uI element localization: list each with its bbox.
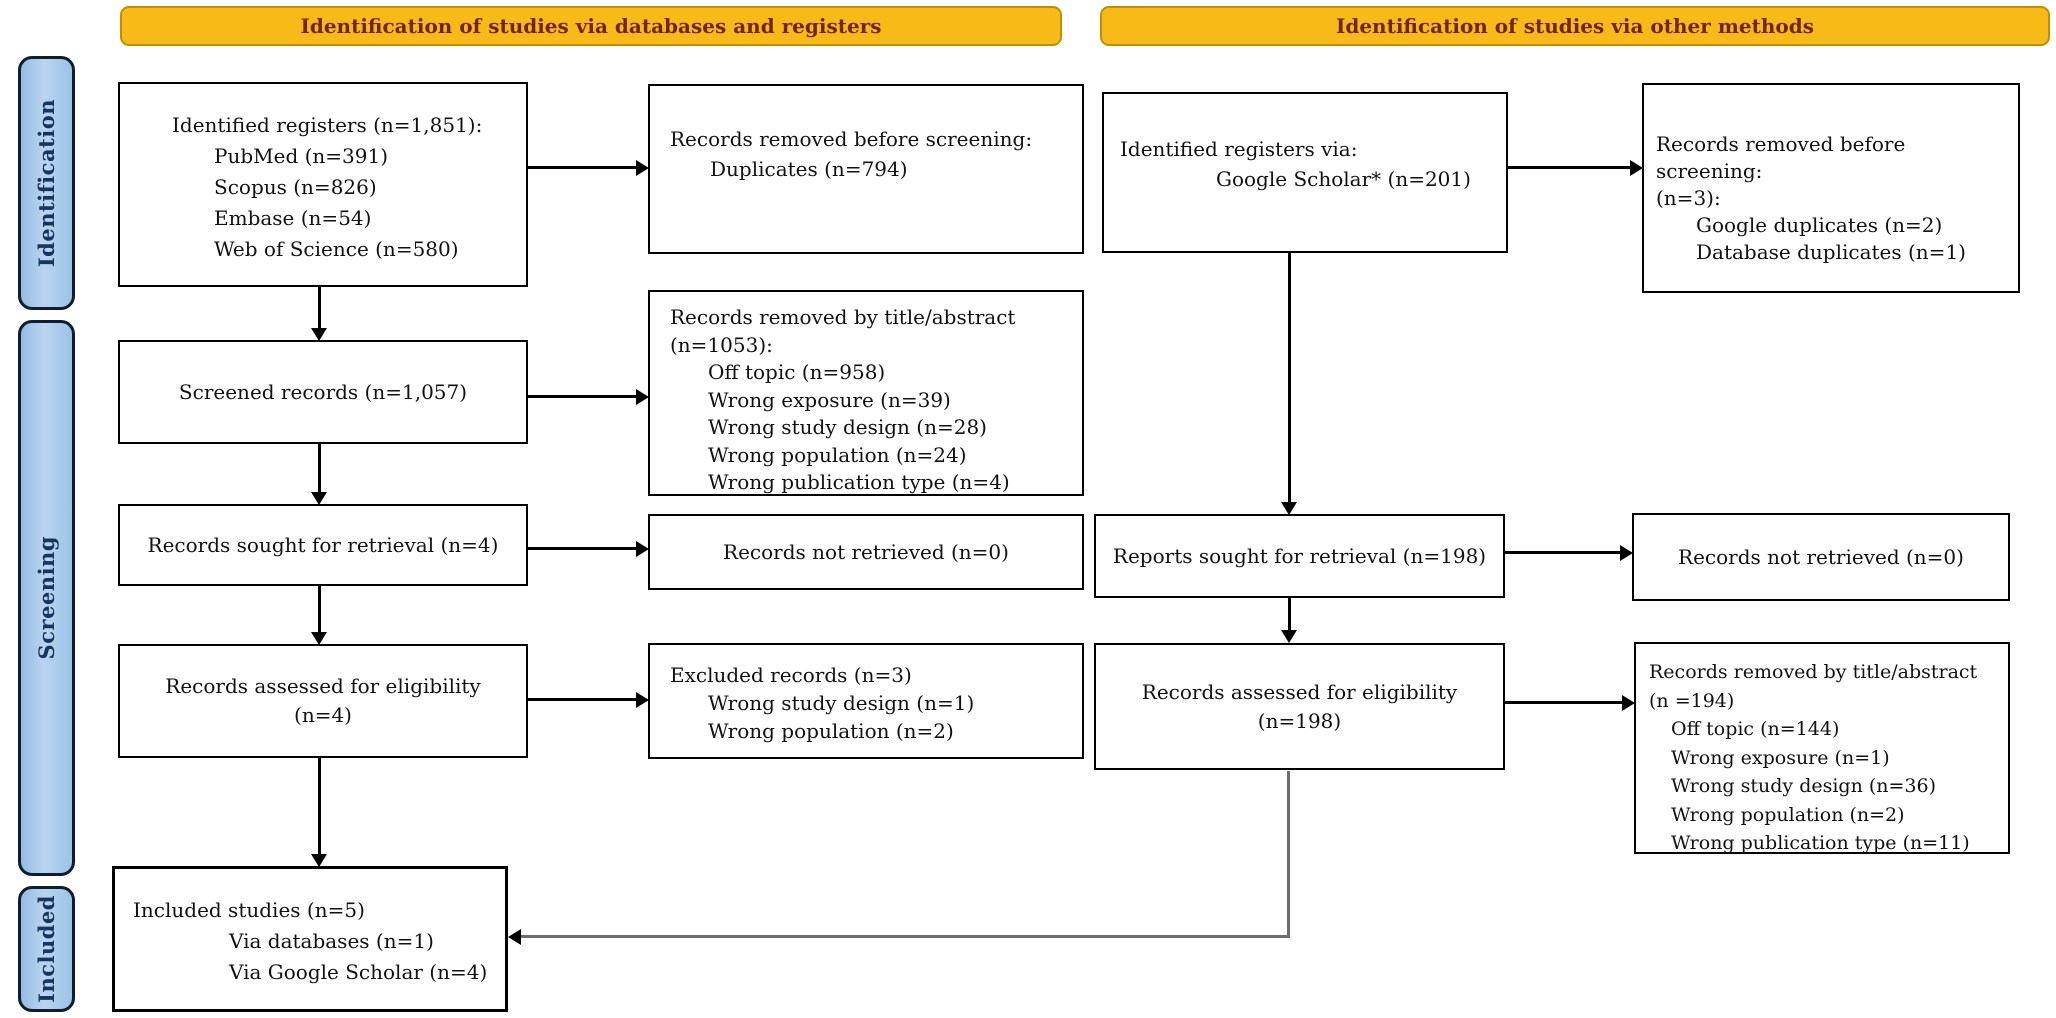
connector-other-to-included-vertical: [1287, 771, 1290, 937]
arrow-sought-to-assessed-line: [318, 586, 321, 632]
list-item: Wrong exposure (n=1): [1671, 746, 1890, 769]
box-identified-other-title: Identified registers via:: [1120, 137, 1358, 161]
box-not-retrieved-db-title: Records not retrieved (n=0): [723, 540, 1009, 564]
box-screened-records: [118, 340, 528, 444]
list-item: Web of Science (n=580): [214, 237, 459, 261]
header-databases-registers: [120, 6, 1062, 46]
arrow-screened-to-titleabstract-head: [636, 389, 649, 405]
box-removed-title-abstract-other-subtitle: (n =194): [1649, 689, 1735, 712]
list-item: Wrong population (n=2): [708, 719, 954, 743]
box-removed-title-abstract-other: [1634, 642, 2010, 854]
list-item: Duplicates (n=794): [710, 157, 908, 181]
list-item: Scopus (n=826): [214, 175, 377, 199]
arrow-screened-to-titleabstract-line: [528, 395, 637, 398]
box-included-studies: [112, 866, 508, 1012]
box-reports-sought-other: [1094, 514, 1505, 598]
list-item: Wrong study design (n=1): [708, 691, 975, 715]
arrow-identified-to-removed-head: [636, 160, 649, 176]
box-records-sought-db: [118, 504, 528, 586]
arrow-reports-to-assessed-line: [1288, 598, 1291, 630]
arrow-identified-to-removed-line: [528, 166, 637, 169]
arrow-assessed-to-included-line: [318, 758, 321, 854]
list-item: Wrong population (n=2): [1671, 803, 1905, 826]
box-removed-title-abstract-db-subtitle: (n=1053):: [670, 332, 773, 357]
arrow-assessed-to-excluded-line: [528, 698, 637, 701]
list-item: Wrong study design (n=28): [708, 415, 987, 439]
connector-other-to-included-head: [508, 929, 521, 945]
list-item: Off topic (n=144): [1671, 718, 1840, 740]
list-item: Wrong study design (n=36): [1671, 775, 1937, 797]
stage-identification-label: Identification: [34, 98, 59, 268]
arrow-assessed-to-included-head: [311, 854, 327, 867]
list-item: Off topic (n=958): [708, 360, 886, 384]
box-excluded-records: [648, 643, 1084, 759]
arrow-reports-to-notretrieved-head: [1620, 545, 1633, 561]
list-item: Wrong exposure (n=39): [708, 387, 951, 412]
list-item: Via Google Scholar (n=4): [229, 960, 488, 984]
box-not-retrieved-other: [1632, 513, 2010, 601]
arrow-scholar-to-reports-head: [1281, 502, 1297, 515]
box-included-studies-title: Included studies (n=5): [133, 898, 365, 922]
stage-included: [18, 886, 75, 1012]
box-identified-registers-title: Identified registers (n=1,851):: [172, 113, 483, 137]
connector-other-to-included-horizontal: [521, 935, 1290, 938]
box-screened-records-title: Screened records (n=1,057): [178, 380, 468, 404]
box-assessed-db-line1: Records assessed for eligibility: [165, 674, 481, 698]
box-records-sought-db-title: Records sought for retrieval (n=4): [147, 533, 499, 557]
list-item: Embase (n=54): [214, 206, 372, 230]
stage-screening-label: Screening: [34, 536, 59, 660]
box-assessed-other-line1: Records assessed for eligibility: [1141, 679, 1458, 704]
header-other-methods-label: Identification of studies via other methods: [1335, 14, 1814, 38]
box-assessed-other: [1094, 643, 1505, 770]
list-item: Wrong population (n=24): [708, 442, 967, 467]
list-item: Wrong publication type (n=11): [1671, 832, 1970, 854]
arrow-reports-to-notretrieved-line: [1505, 551, 1620, 554]
arrow-scholar-to-removed-head: [1630, 160, 1643, 176]
arrow-assessed-to-excluded-head: [636, 692, 649, 708]
box-assessed-db: [118, 644, 528, 758]
stage-screening: [18, 320, 75, 876]
list-item: PubMed (n=391): [214, 144, 389, 168]
box-assessed-db-line2: (n=4): [294, 703, 352, 727]
box-identified-other: [1102, 92, 1508, 253]
box-removed-before-screening-other-subtitle: (n=3):: [1656, 186, 1721, 210]
arrow-identified-to-screened-head: [311, 328, 327, 341]
box-not-retrieved-other-title: Records not retrieved (n=0): [1678, 545, 1964, 569]
stage-included-label: Included: [34, 895, 59, 1003]
box-removed-title-abstract-db: [648, 290, 1084, 496]
arrow-identified-to-screened-line: [318, 287, 321, 328]
box-removed-before-screening-db: [648, 84, 1084, 254]
arrow-scholar-to-reports-line: [1288, 253, 1291, 502]
arrow-sought-to-assessed-head: [311, 632, 327, 645]
stage-identification: [18, 56, 75, 310]
box-not-retrieved-db: [648, 514, 1084, 590]
header-databases-registers-label: Identification of studies via databases and registers: [300, 14, 882, 38]
arrow-screened-to-sought-head: [311, 492, 327, 505]
list-item: Database duplicates (n=1): [1696, 240, 1966, 264]
box-reports-sought-other-title: Reports sought for retrieval (n=198): [1112, 544, 1487, 568]
arrow-scholar-to-removed-line: [1508, 166, 1630, 169]
box-removed-before-screening-other: [1642, 83, 2020, 293]
arrow-assessed-to-titleabstract-line: [1505, 701, 1622, 704]
header-other-methods: [1100, 6, 2050, 46]
box-excluded-records-title: Excluded records (n=3): [670, 663, 912, 687]
arrow-screened-to-sought-line: [318, 444, 321, 492]
box-removed-title-abstract-other-title: Records removed by title/abstract: [1649, 661, 1978, 683]
list-item: Google duplicates (n=2): [1696, 213, 1943, 237]
list-item: Google Scholar* (n=201): [1216, 167, 1471, 191]
arrow-assessed-to-titleabstract-head: [1622, 695, 1635, 711]
box-removed-before-screening-db-title: Records removed before screening:: [670, 127, 1033, 151]
arrow-sought-to-notretrieved-head: [636, 541, 649, 557]
box-assessed-other-line2: (n=198): [1257, 708, 1342, 733]
box-identified-registers: [118, 82, 528, 287]
box-removed-before-screening-other-title: Records removed before screening:: [1656, 132, 1906, 183]
arrow-reports-to-assessed-head: [1281, 630, 1297, 643]
box-removed-title-abstract-db-title: Records removed by title/abstract: [670, 305, 1016, 329]
list-item: Via databases (n=1): [229, 929, 434, 953]
list-item: Wrong publication type (n=4): [708, 470, 1010, 494]
arrow-sought-to-notretrieved-line: [528, 547, 637, 550]
